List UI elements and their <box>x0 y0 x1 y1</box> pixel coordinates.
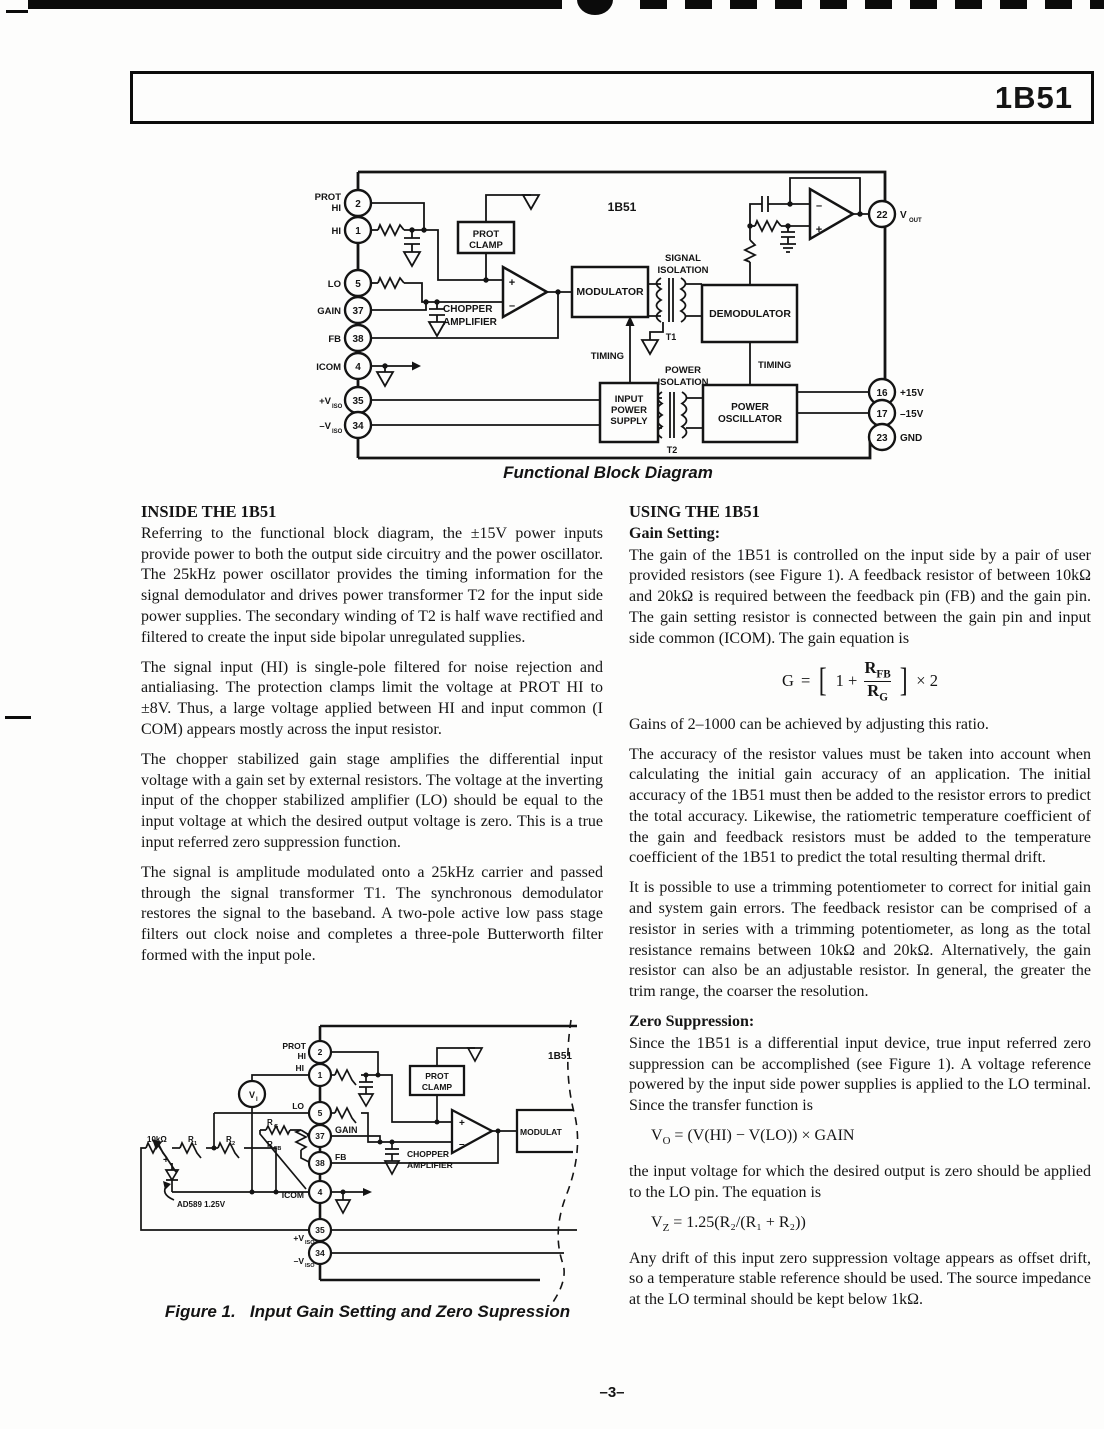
svg-text:SUPPLY: SUPPLY <box>610 416 648 427</box>
figure1-diagram <box>130 1018 605 1310</box>
timing-left-label: TIMING <box>590 351 624 362</box>
paragraph: It is possible to use a trimming potentiometer to correct for initial gain and system gain errors. The feedback resistor can be comprised of a resistor in series with a trimming potentiometer, as long as the total resistance remains between 10kΩ and 20kΩ. Alternatively, the gain resistor can also be an adjustable resistor. In general, the greater the trim range, the coarser the resolution. <box>629 879 1091 1001</box>
fig1-modulator-label: MODULAT <box>520 1127 562 1137</box>
pin-label-icom: ICOM <box>316 362 341 373</box>
fig1-wiring <box>141 1048 577 1253</box>
fig1-label-fb: FB <box>335 1152 347 1162</box>
svg-text:ISOLATION: ISOLATION <box>657 377 709 388</box>
svg-text:HI: HI <box>297 1051 306 1061</box>
paragraph: Referring to the functional block diagram, the ±15V power inputs provide power to both the output side circuitry and the power oscillator. The 25kHz power oscillator provides the timing information for the signal demodulator and drives power transformer T2 for the input side power supplies. The secondary winding of T2 is half wave rectified and filtered to create the input side bipolar unregulated supplies. <box>141 524 603 646</box>
vo-equation: $V_O = (V(HI) - V(LO))$ × GAIN <box>651 1127 855 1148</box>
rfb-label: R <box>267 1140 273 1149</box>
chopper-plus: + <box>508 277 516 289</box>
chip-label: 1B51 <box>607 200 637 214</box>
svg-text:1: 1 <box>355 226 361 237</box>
paragraph: Gains of 2–1000 can be achieved by adjusting this ratio. <box>629 715 989 733</box>
svg-text:OUT: OUT <box>909 218 922 224</box>
svg-text:23: 23 <box>876 433 888 444</box>
svg-text:FB: FB <box>274 1146 282 1152</box>
rg-label: R <box>267 1118 273 1127</box>
fig1-chopper-minus: – <box>459 1139 465 1150</box>
paragraph: The chopper stabilized gain stage amplifies the differential input voltage with a gain set by external resistors. The voltage at the inverting input of the chopper stabilized amplifier (LO) should be equal to the input voltage at which the desired output voltage is zero. This is a true input referred zero suppression function. <box>141 750 603 851</box>
svg-text:4: 4 <box>355 362 361 373</box>
svg-text:5: 5 <box>317 1108 323 1118</box>
paragraph: Since the 1B51 is a differential input device, true input referred zero suppression can be accomplished (see Figure 1). A voltage reference powered by the input side power supplies is applied to the LO terminal. Since the transfer function is <box>629 1034 1091 1115</box>
pin-label-gain: GAIN <box>317 306 341 317</box>
outamp-minus: – <box>815 200 823 212</box>
svg-text:37: 37 <box>315 1131 325 1141</box>
timing-right-label: TIMING <box>758 360 792 371</box>
svg-text:38: 38 <box>315 1158 325 1168</box>
svg-text:38: 38 <box>352 334 364 345</box>
svg-text:AMPLIFIER: AMPLIFIER <box>443 317 497 328</box>
power-isolation-label: POWER <box>665 365 701 376</box>
fig1-labels <box>147 1041 572 1269</box>
svg-text:5: 5 <box>355 279 361 290</box>
top-dashed-bar <box>640 0 1104 9</box>
svg-text:4: 4 <box>317 1187 323 1197</box>
svg-text:1: 1 <box>194 1141 198 1147</box>
svg-text:CLAMP: CLAMP <box>469 240 503 251</box>
svg-text:G: G <box>274 1124 279 1130</box>
fig1-prot-clamp-label: PROT <box>425 1071 449 1081</box>
pin-label-fb: FB <box>328 334 341 345</box>
top-registration-dot <box>577 0 613 15</box>
svg-text:HI: HI <box>331 203 341 214</box>
svg-text:ISO: ISO <box>305 1240 315 1246</box>
svg-text:22: 22 <box>876 210 888 221</box>
svg-text:ISOLATION: ISOLATION <box>657 265 709 276</box>
paragraph: The signal input (HI) is single-pole filtered for noise rejection and antialiasing. The protection clamps limit the voltage at PROT HI to ±8V. Thus, a large voltage applied between HI and input common (I COM) appears mostly across the input resistor. <box>141 658 603 738</box>
svg-text:ISO: ISO <box>332 404 343 410</box>
gain-equation: G = [ 1 + $\frac{R_{FB}}{R_G}$ ] × 2 <box>782 657 938 703</box>
svg-text:POWER: POWER <box>611 405 647 416</box>
outamp-plus: + <box>815 224 823 236</box>
demodulator-label: DEMODULATOR <box>709 308 791 320</box>
fig1-label-pviso: +V <box>293 1233 304 1243</box>
ref-plus-label: + <box>163 1155 169 1166</box>
power-oscillator-label: POWER <box>731 402 769 413</box>
input-power-supply-label: INPUT <box>614 394 644 405</box>
fig1-chopper-plus: + <box>459 1118 465 1129</box>
svg-text:I: I <box>256 1097 258 1103</box>
fig1-cut-boundary <box>551 1020 578 1305</box>
pin-label-hi: HI <box>331 226 341 237</box>
block-diagram-caption: Functional Block Diagram <box>503 463 713 482</box>
fig1-chip-label: 1B51 <box>548 1051 572 1062</box>
svg-text:CLAMP: CLAMP <box>421 1082 453 1092</box>
functional-block-diagram <box>300 160 945 470</box>
svg-text:ISO: ISO <box>305 1263 315 1269</box>
svg-text:2: 2 <box>317 1047 323 1057</box>
left-column-heading: INSIDE THE 1B51 <box>141 502 277 521</box>
fig1-blocks <box>239 1066 573 1153</box>
paragraph: The accuracy of the resistor values must be taken into account when calculating the initial gain accuracy of an application. The initial accuracy of the 1B51 must then be added to the resistor errors to predict the total accuracy. Likewise, the ratiometric temperature coefficient of the gain and feedback resistors must be added to the temperature coefficient of the 1B51 to predict the total resulting thermal drift. <box>629 745 1091 867</box>
svg-text:2: 2 <box>355 199 361 210</box>
svg-text:34: 34 <box>352 421 364 432</box>
ad589-label: AD589 1.25V <box>177 1200 226 1209</box>
paragraph: The signal is amplitude modulated onto a 25kHz carrier and passed through the signal transformer T1. The synchronous demodulator restores the signal to the baseband. A two-pole active low pass stage filters out clock noise and completes a three-pole Butterworth filter formed with the input pole. <box>141 863 603 964</box>
chopper-label: CHOPPER <box>443 304 493 315</box>
pot-label: 10kΩ <box>147 1135 167 1144</box>
svg-text:35: 35 <box>315 1225 325 1235</box>
svg-text:1: 1 <box>317 1070 323 1080</box>
fig1-label-prot-hi: PROT <box>282 1041 306 1051</box>
pin-label-nviso: –V <box>319 421 331 432</box>
left-column <box>141 502 603 976</box>
vz-equation: $V_Z = 1.25(R_2/(R_1 + R_2))$ <box>651 1213 806 1234</box>
svg-text:ISO: ISO <box>332 429 343 435</box>
fig1-label-lo: LO <box>292 1101 304 1111</box>
pin-label-n15: –15V <box>900 409 924 420</box>
fig1-label-gain: GAIN <box>335 1125 358 1135</box>
fig1-label-hi: HI <box>295 1063 304 1073</box>
title-box <box>130 71 1094 124</box>
corner-tick <box>6 10 28 13</box>
fig1-chopper-symbol <box>452 1110 492 1153</box>
pin-label-p15: +15V <box>900 388 924 399</box>
svg-text:OSCILLATOR: OSCILLATOR <box>717 414 783 425</box>
svg-text:AMPLIFIER: AMPLIFIER <box>407 1160 453 1170</box>
right-column-heading: USING THE 1B51 <box>629 502 760 521</box>
svg-text:35: 35 <box>352 396 364 407</box>
zero-suppression-subheading: Zero Suppression: <box>629 1013 755 1031</box>
t2-label: T2 <box>666 445 678 455</box>
modulator-label: MODULATOR <box>576 286 644 298</box>
svg-text:34: 34 <box>315 1248 325 1258</box>
gain-setting-subheading: Gain Setting: <box>629 524 721 542</box>
r1-label: R <box>188 1135 194 1144</box>
left-margin-tick <box>5 716 31 719</box>
svg-text:2: 2 <box>232 1141 236 1147</box>
svg-text:37: 37 <box>352 306 364 317</box>
fraction: $\frac{R_{FB}}{R_G}$ <box>864 657 891 703</box>
signal-isolation-label: SIGNAL <box>665 253 701 264</box>
pin-label-vout: V <box>900 210 907 221</box>
vi-label: V <box>249 1090 256 1100</box>
pin-label-pviso: +V <box>319 396 331 407</box>
page-number: –3– <box>599 1384 625 1401</box>
paragraph: Any drift of this input zero suppression voltage appears as offset drift, so a temperature stable reference should be used. The source impedance at the LO terminal should be kept below 1kΩ. <box>629 1249 1091 1309</box>
t1-label: T1 <box>665 332 677 342</box>
fig1-chopper-label: CHOPPER <box>407 1149 450 1159</box>
fig1-label-icom: ICOM <box>281 1190 304 1200</box>
pin-label-prot-hi: PROT <box>314 192 341 203</box>
pin-label-lo: LO <box>327 279 341 290</box>
r2-label: R <box>226 1135 232 1144</box>
chopper-minus: – <box>508 300 516 312</box>
paragraph: the input voltage for which the desired output is zero should be applied to the LO pin. The equation is <box>629 1163 1091 1201</box>
paragraph: The gain of the 1B51 is controlled on the input side by a pair of user provided resistors (see Figure 1). A feedback resistor of between 10kΩ and 20kΩ is required between the feedback pin (FB) and the gain pin. The gain setting resistor is connected between the gain pin and input side common (ICOM). The gain equation is <box>629 546 1091 647</box>
svg-text:16: 16 <box>876 388 888 399</box>
top-rule-bar <box>28 0 562 9</box>
svg-text:17: 17 <box>876 409 888 420</box>
pin-label-gnd: GND <box>900 433 923 444</box>
figure1-caption: Figure 1. Input Gain Setting and Zero Supression <box>164 1302 571 1321</box>
prot-clamp-label: PROT <box>472 229 500 240</box>
part-number: 1B51 <box>994 79 1073 115</box>
fig1-label-nviso: –V <box>293 1256 304 1266</box>
right-column <box>629 502 1091 1320</box>
